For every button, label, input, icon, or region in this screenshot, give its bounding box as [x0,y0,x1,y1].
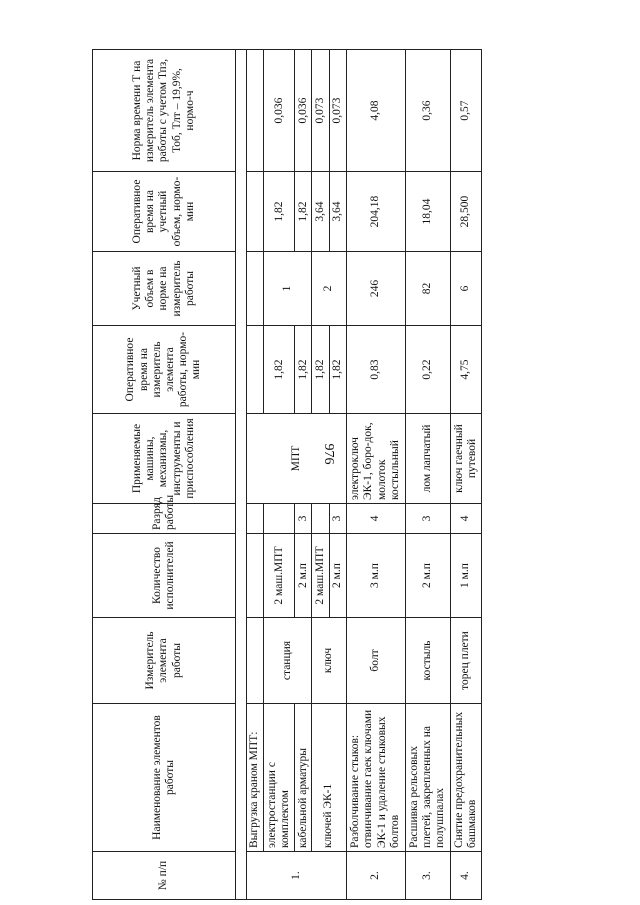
header-num: № п/п [93,852,236,900]
row-num: 3. [405,852,450,900]
header-op-time: Оперативное время на измеритель элемента работы, нормо-мин [93,326,236,414]
row-op-time-volume: 1,82 [264,172,295,252]
row-workers: 2 маш.МПТ [264,534,295,618]
row-norm: 0,073 [312,50,329,172]
row-machines: МПТ [247,414,347,504]
row-op-time-volume: 18,04 [405,172,450,252]
row-workers: 3 м.п [346,534,405,618]
table-row [346,50,405,900]
row-grade: 4 [346,504,405,534]
row-norm: 4,08 [346,50,405,172]
row-meter: станция [264,618,312,704]
row-workers: 2 м.п [329,534,346,618]
row-name: ключей ЭК-1 [312,704,346,852]
row-name: электростанции с комплектом [264,704,295,852]
row-workers: 2 м.п [405,534,450,618]
row-num: 1. [247,852,347,900]
row-norm: 0,036 [295,50,312,172]
row-volume: 1 [264,252,312,326]
row-op-time: 1,82 [329,326,346,414]
row-op-time-volume: 1,82 [295,172,312,252]
row-op-time: 4,75 [450,326,481,414]
header-row [93,50,236,900]
header-meter: Измеритель элемента работы [93,618,236,704]
header-workers: Количество исполнителей [93,534,236,618]
row-name: Выгрузка краном МПТ: [247,704,264,852]
row-norm: 0,036 [264,50,295,172]
header-op-time-volume: Оперативное время на учетный объем, нормо-мин [93,172,236,252]
header-name: Наименование элементов работы [93,704,236,852]
row-machines: электроключ ЭК-1, боро-док, молоток костыльный [346,414,405,504]
row-op-time: 1,82 [312,326,329,414]
row-name: кабельной арматуры [295,704,312,852]
row-workers: 2 маш.МПТ [312,534,329,618]
row-volume: 82 [405,252,450,326]
row-machines: лом лапчатый [405,414,450,504]
row-norm: 0,57 [450,50,481,172]
row-name: Разболчивание стыков: отвинчивание гаек ключами ЭК-1 и удаление стыковых болтов [346,704,405,852]
row-grade: 4 [450,504,481,534]
row-op-time: 1,82 [295,326,312,414]
row-meter: торец плети [450,618,481,704]
row-num: 2. [346,852,405,900]
row-norm: 0,073 [329,50,346,172]
rotated-table-container [92,50,482,900]
header-volume-norm: Учетный объем в норме на измеритель работы [93,252,236,326]
row-op-time-volume: 3,64 [329,172,346,252]
row-meter: ключ [312,618,346,704]
row-norm: 0,36 [405,50,450,172]
table-row [247,50,264,900]
work-elements-table [92,49,482,900]
row-op-time: 0,22 [405,326,450,414]
row-num: 4. [450,852,481,900]
row-op-time: 0,83 [346,326,405,414]
header-grade: Разряд работы [93,504,236,534]
row-name: Расшивка рельсовых плетей, закрепленных на полушпалах [405,704,450,852]
header-norm-time: Норма времени Т на измеритель элемента работы с учетом Тпз, Тоб, Тлт – 19,9%, нормо-ч [93,50,236,172]
row-op-time-volume: 204,18 [346,172,405,252]
row-workers: 1 м.п [450,534,481,618]
page-number: 976 [321,443,336,465]
table-row [405,50,450,900]
row-grade [312,504,329,534]
row-meter: болт [346,618,405,704]
table-row [450,50,481,900]
row-grade: 3 [329,504,346,534]
row-machines: ключ гаечный путевой [450,414,481,504]
row-volume: 246 [346,252,405,326]
row-op-time-volume: 3,64 [312,172,329,252]
row-name: Снятие предохранительных башмаков [450,704,481,852]
spacer-row [236,50,247,900]
row-op-time-volume: 28,500 [450,172,481,252]
row-op-time: 1,82 [264,326,295,414]
row-volume: 6 [450,252,481,326]
header-machines: Применяемые машины, механизмы, инструменты и приспособления [93,414,236,504]
row-volume: 2 [312,252,346,326]
row-workers: 2 м.п [295,534,312,618]
row-grade: 3 [405,504,450,534]
row-grade [264,504,295,534]
row-meter: костыль [405,618,450,704]
row-grade: 3 [295,504,312,534]
